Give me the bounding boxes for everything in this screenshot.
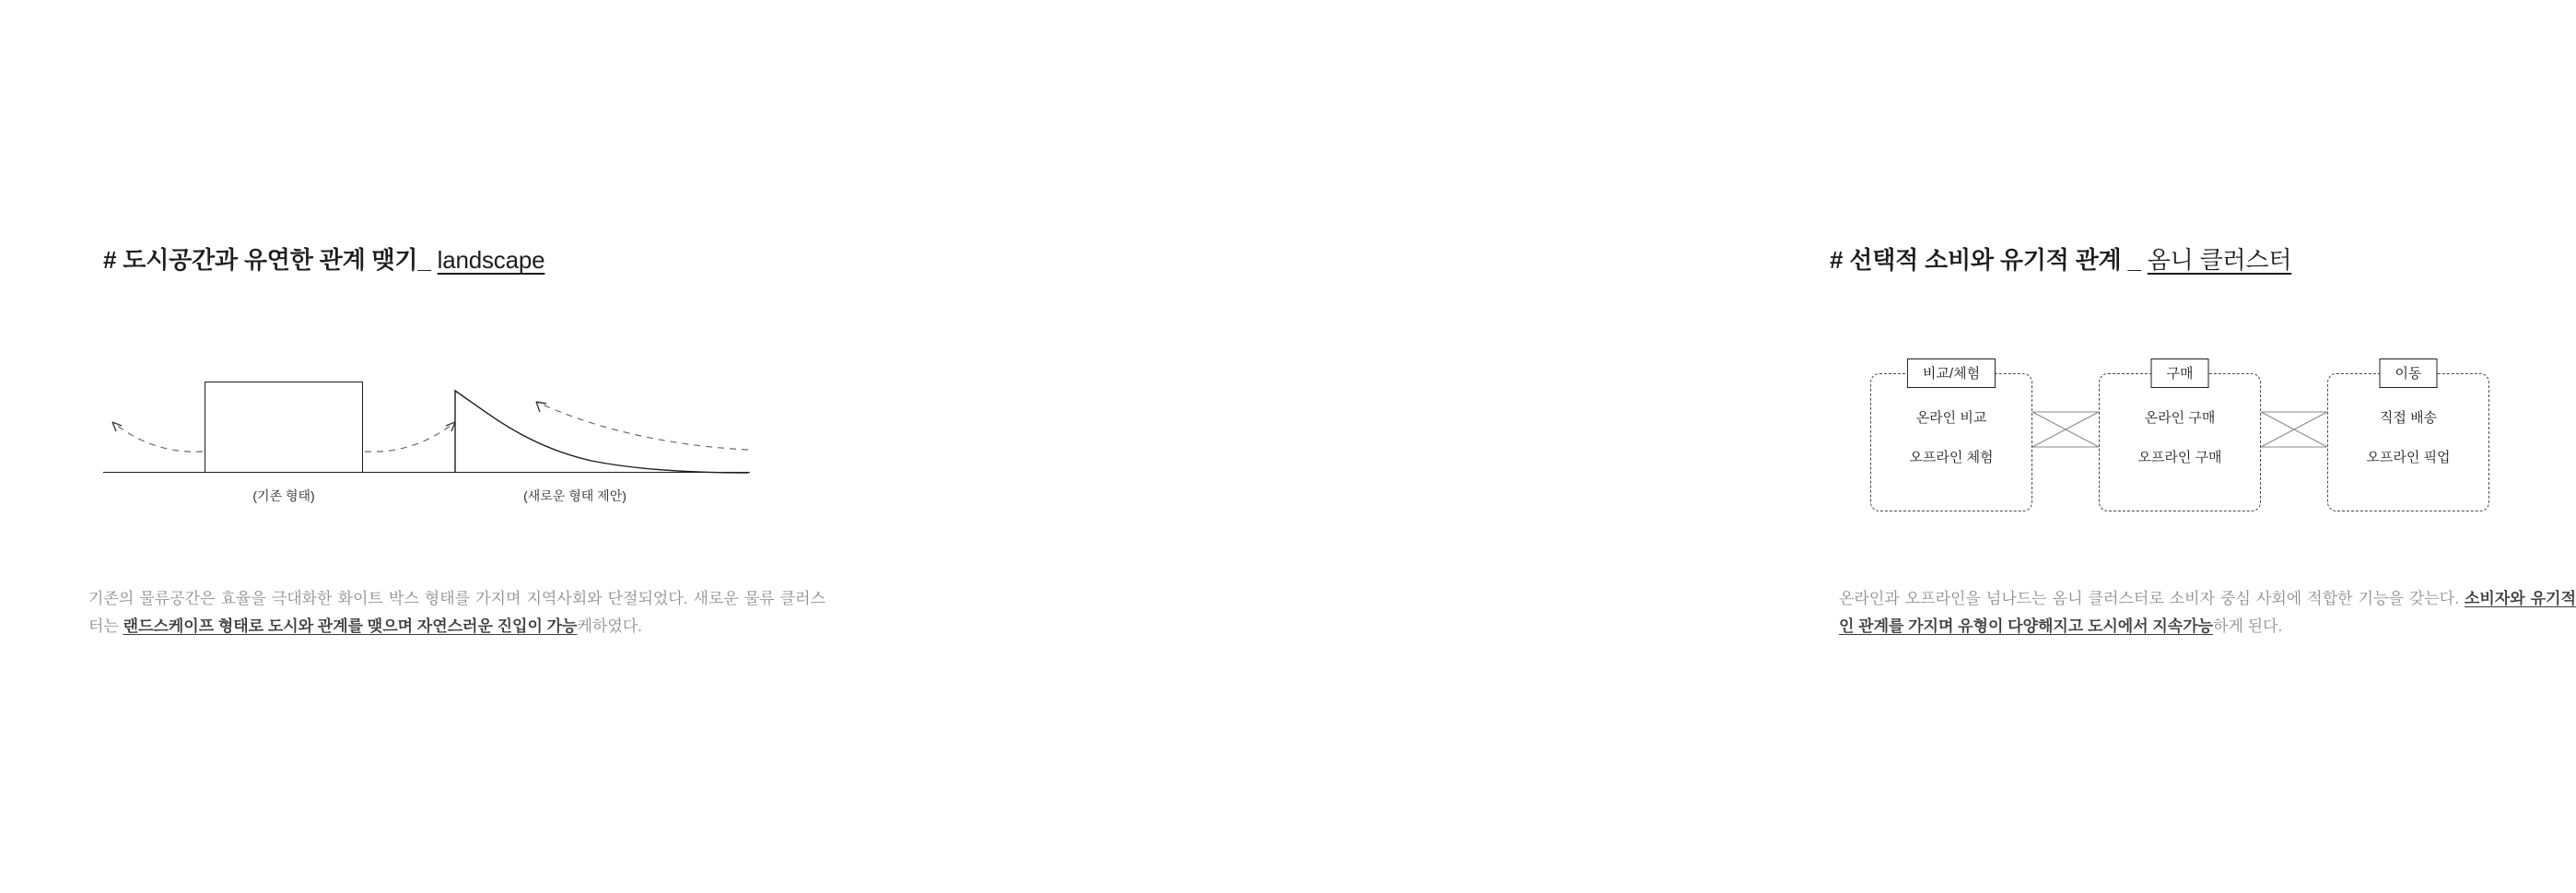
left-heading [103, 241, 544, 276]
right-body-part2: 하게 된다. [2213, 617, 2283, 635]
cluster-label: 이동 [2380, 358, 2438, 388]
left-body-part2: 케하였다. [577, 617, 642, 635]
arrow-head-right [446, 422, 455, 431]
left-body-text [88, 585, 825, 640]
left-heading-underlined: landscape [437, 246, 545, 274]
dashed-approach-curve [536, 402, 748, 450]
dashed-splay-left [112, 422, 203, 452]
cluster-label: 비교/체험 [1907, 358, 1996, 388]
cluster-label: 구매 [2151, 358, 2209, 388]
right-body-emphasis: 소비자와 유기적인 관계를 가지며 유형이 다양해지고 도시에서 지속가능 [1839, 590, 2576, 635]
baseline-new [455, 472, 750, 473]
omni-cluster-diagram [1870, 355, 2515, 530]
left-figure [103, 350, 831, 535]
cluster-item: 온라인 구매 [2144, 410, 2216, 426]
dashed-splay-right [365, 422, 455, 452]
cluster-group [1870, 366, 2032, 511]
left-body-emphasis: 랜드스케이프 형태로 도시와 관계를 맺으며 자연스러운 진입이 가능 [123, 617, 578, 635]
cluster-group [2327, 366, 2489, 511]
left-panel [0, 0, 884, 893]
arrow-head-approach [536, 402, 546, 412]
cluster-items [2100, 407, 2260, 466]
cluster-item: 오프라인 구매 [2137, 450, 2222, 465]
cluster-group [2099, 366, 2261, 511]
caption-existing: (기존 형태) [252, 488, 315, 503]
right-body-part1: 온라인과 오프라인을 넘나드는 옴니 클러스터로 소비자 중심 사회에 적합한 기능을 갖는다. [1839, 590, 2465, 607]
right-heading-underlined: 옴니 클러스터 [2147, 246, 2292, 274]
left-heading-plain: # 도시공간과 유연한 관계 맺기_ [103, 246, 438, 274]
cluster-item: 오프라인 체험 [1909, 450, 1994, 465]
right-heading [1830, 241, 2291, 276]
cluster-items [1871, 407, 2032, 466]
cluster-items [2328, 407, 2488, 466]
cluster-item: 오프라인 픽업 [2366, 450, 2451, 465]
right-heading-plain: # 선택적 소비와 유기적 관계 _ [1830, 246, 2148, 274]
landscape-profile-curve [455, 391, 748, 473]
caption-new: (새로운 형태 제안) [523, 488, 626, 503]
arrow-head-left [112, 422, 122, 431]
cluster-item: 온라인 비교 [1915, 410, 1987, 426]
cluster-item: 직접 배송 [2379, 410, 2438, 426]
right-body-text [1839, 585, 2576, 640]
left-body-part1: 기존의 물류공간은 효율을 극대화한 화이트 박스 형태를 가지며 지역사회와 단절되었다. 새로운 물류 클러스터는 [88, 590, 825, 635]
right-panel [884, 0, 2576, 893]
